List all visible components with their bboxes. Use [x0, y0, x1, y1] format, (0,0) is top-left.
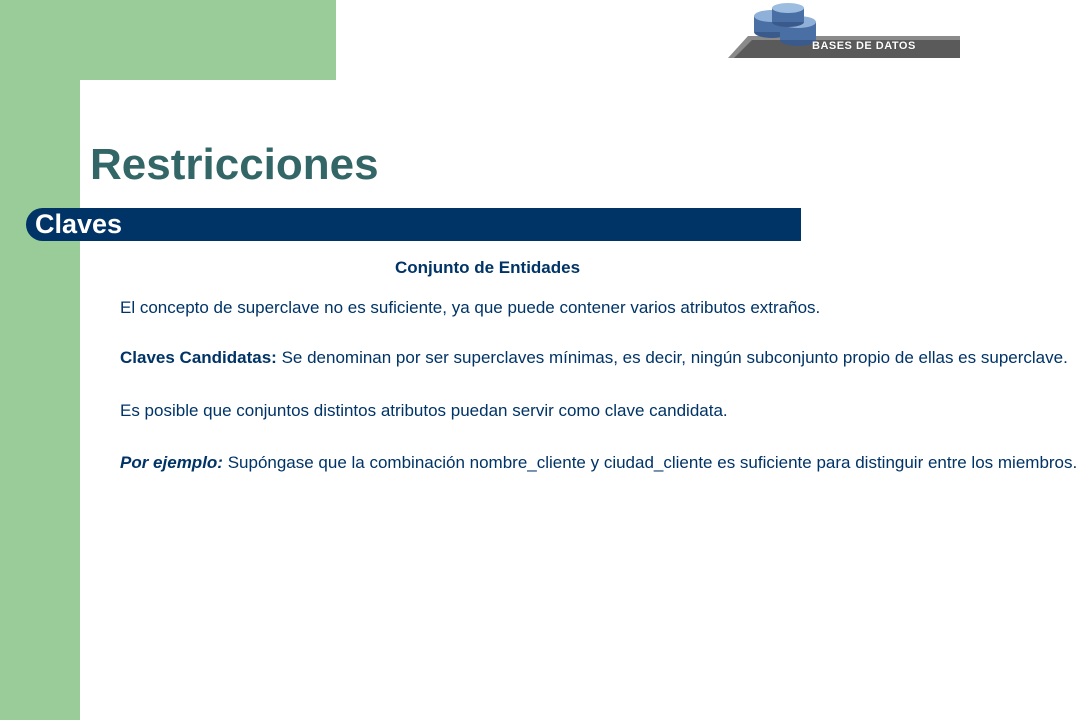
paragraph-text: Supóngase que la combinación nombre_cliente y ciudad_cliente es suficiente para distinguir entre los miembros. — [222, 453, 1077, 472]
section-title: Claves — [35, 209, 123, 239]
left-green-band — [0, 0, 80, 720]
subtitle: Conjunto de Entidades — [394, 258, 581, 277]
paragraph-superclave — [120, 298, 820, 318]
logo-text: BASES DE DATOS — [812, 40, 916, 52]
rounded-corner — [80, 80, 140, 140]
paragraph-text: Se denominan por ser superclaves mínimas, es decir, ningún subconjunto propio de ellas es superclave. — [276, 348, 1068, 367]
paragraph-conjuntos — [120, 401, 728, 421]
paragraph-text: Es posible que conjuntos distintos atributos puedan servir como clave candidata. — [120, 401, 728, 420]
paragraph-text: El concepto de superclave no es suficiente, ya que puede contener varios atributos extraños. — [120, 298, 821, 317]
paragraph-claves-candidatas — [120, 348, 1068, 368]
paragraph-lead: Claves Candidatas: — [120, 348, 277, 367]
paragraph-ejemplo — [120, 453, 1077, 473]
top-green-band — [80, 0, 336, 80]
page-title: Restricciones — [90, 140, 379, 189]
paragraph-lead: Por ejemplo: — [120, 453, 223, 472]
section-header-bar — [26, 208, 801, 241]
